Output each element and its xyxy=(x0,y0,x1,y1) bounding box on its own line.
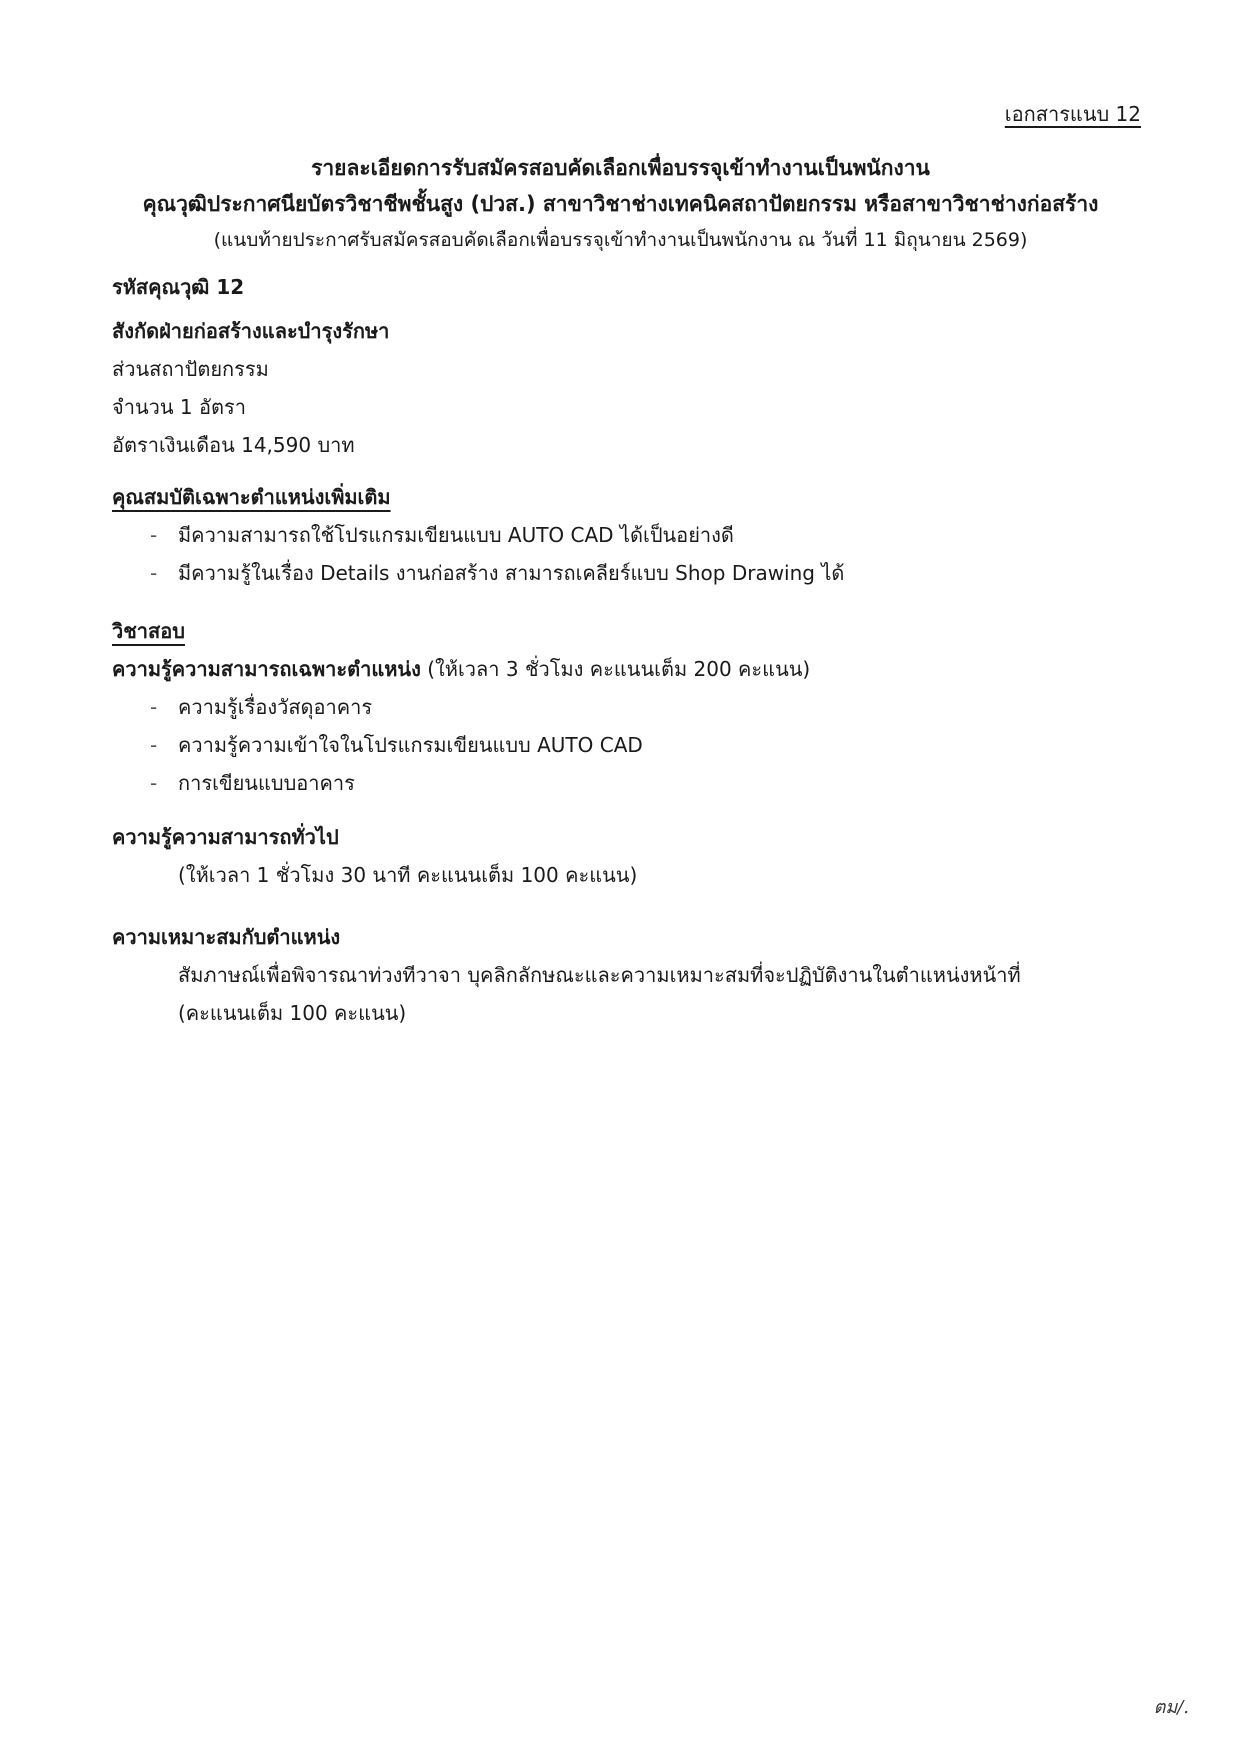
qualification-item-1: - มีความสามารถใช้โปรแกรมเขียนแบบ AUTO CAD ได้เป็นอย่างดี xyxy=(150,516,844,554)
specific-exam-heading: ความรู้ความสามารถเฉพาะตำแหน่ง xyxy=(112,657,421,681)
position-code: รหัสคุณวุฒิ 12 xyxy=(112,275,245,299)
suitability-section xyxy=(112,918,1021,1032)
salary: อัตราเงินเดือน 14,590 บาท xyxy=(112,433,355,457)
position-info-section xyxy=(112,312,389,464)
specific-exam-item-2: - ความรู้ความเข้าใจในโปรแกรมเขียนแบบ AUTO CAD xyxy=(150,726,810,764)
title-line-1: รายละเอียดการรับสมัครสอบคัดเลือกเพื่อบรรจุเข้าทำงานเป็นพนักงาน xyxy=(311,156,930,180)
department: สังกัดฝ่ายก่อสร้างและบำรุงรักษา xyxy=(112,319,390,343)
attachment-label: เอกสารแนบ 12 xyxy=(1004,102,1141,126)
specific-exam-item-3: - การเขียนแบบอาคาร xyxy=(150,764,810,802)
suitability-heading: ความเหมาะสมกับตำแหน่ง xyxy=(112,925,341,949)
general-exam-section xyxy=(112,818,637,894)
exam-section xyxy=(112,612,810,802)
exam-heading: วิชาสอบ xyxy=(112,619,185,643)
title-line-2: คุณวุฒิประกาศนียบัตรวิชาชีพชั้นสูง (ปวส.) สาขาวิชาช่างเทคนิคสถาปัตยกรรม หรือสาขาวิชาช่างก่อสร้าง xyxy=(142,192,1099,216)
specific-exam-detail: (ให้เวลา 3 ชั่วโมง คะแนนเต็ม 200 คะแนน) xyxy=(420,657,811,681)
qualifications-list xyxy=(112,516,844,592)
specific-exam-item-1: - ความรู้เรื่องวัสดุอาคาร xyxy=(150,688,810,726)
general-exam-detail: (ให้เวลา 1 ชั่วโมง 30 นาที คะแนนเต็ม 100 คะแนน) xyxy=(178,863,638,887)
suitability-score: (คะแนนเต็ม 100 คะแนน) xyxy=(178,1001,407,1025)
title-line-3: (แนบท้ายประกาศรับสมัครสอบคัดเลือกเพื่อบรรจุเข้าทำงานเป็นพนักงาน ณ วันที่ 11 มิถุนายน 2569) xyxy=(213,229,1028,251)
initials-mark: ตม/. xyxy=(1153,1697,1189,1718)
position-count: จำนวน 1 อัตรา xyxy=(112,395,246,419)
title-block xyxy=(80,150,1161,258)
qualification-item-2: - มีความรู้ในเรื่อง Details งานก่อสร้าง สามารถเคลียร์แบบ Shop Drawing ได้ xyxy=(150,554,844,592)
division: ส่วนสถาปัตยกรรม xyxy=(112,357,269,381)
specific-exam-list xyxy=(112,688,810,802)
suitability-detail: สัมภาษณ์เพื่อพิจารณาท่วงทีวาจา บุคลิกลักษณะและความเหมาะสมที่จะปฏิบัติงานในตำแหน่งหน้าที่ xyxy=(178,963,1021,987)
specific-exam-line xyxy=(112,650,810,688)
position-code-section xyxy=(112,268,244,306)
qualifications-section xyxy=(112,478,844,592)
qualifications-heading: คุณสมบัติเฉพาะตำแหน่งเพิ่มเติม xyxy=(112,485,391,509)
general-exam-heading: ความรู้ความสามารถทั่วไป xyxy=(112,825,339,849)
